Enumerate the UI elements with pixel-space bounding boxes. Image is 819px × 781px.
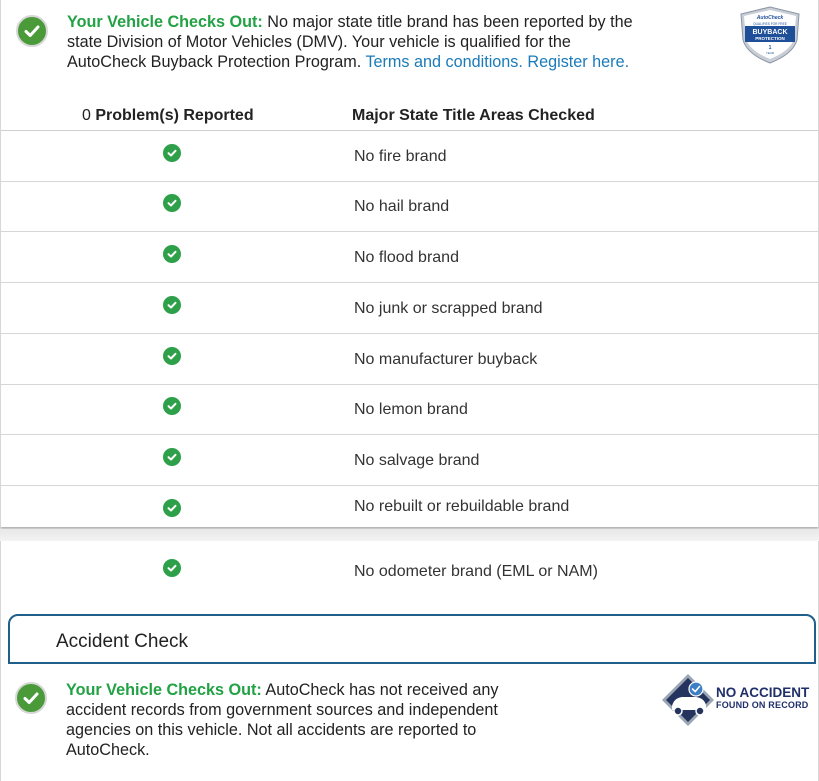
title-check-body: No major state title brand has been reported by the state Division of Motor Vehicles (DMV). Your vehicle is qualified for the AutoCheck Buyback Protection Program. [67,13,633,71]
title-check-headline: Your Vehicle Checks Out: [67,13,263,31]
accident-check-title: Accident Check [56,631,189,652]
no-accident-car-icon [660,672,720,730]
table-row [1,283,818,334]
found-on-record-text: FOUND ON RECORD [716,700,809,710]
row-label: No manufacturer buyback [354,351,538,368]
row-label: No flood brand [354,249,459,266]
accident-check-section-header [8,614,816,664]
page-break-divider [0,529,819,541]
no-accident-badge [660,672,819,730]
row-label: No fire brand [354,148,447,165]
row-check-icon [163,448,181,466]
badge-line1-text: BUYBACK [752,29,788,36]
accident-check-headline: Your Vehicle Checks Out: [66,681,262,699]
row-label: No junk or scrapped brand [354,300,543,317]
table-row [1,435,818,486]
buyback-protection-badge [739,6,801,64]
no-accident-text: NO ACCIDENT [716,685,810,700]
row-check-icon [163,499,181,517]
register-link[interactable]: Register here. [527,53,630,71]
table-row [1,131,818,182]
row-label: No lemon brand [354,401,468,418]
success-check-icon [15,682,47,714]
brand-table-header [1,104,818,131]
areas-column-header: Major State Title Areas Checked [352,107,595,124]
problem-count: 0 [82,107,91,124]
row-check-icon [163,144,181,162]
row-check-icon [163,194,181,212]
row-label: No rebuilt or rebuildable brand [354,498,570,515]
row-label: No odometer brand (EML or NAM) [354,563,598,580]
table-row [1,182,818,232]
success-check-icon [16,15,48,47]
table-row [1,385,818,435]
problems-column-header [82,107,254,125]
badge-years-label: YEAR [765,51,775,55]
row-label: No salvage brand [354,452,480,469]
badge-brand-text: AutoCheck [756,15,784,21]
row-label: No hail brand [354,198,450,215]
title-check-summary [67,12,647,72]
badge-top-text: QUALIFIES FOR FREE [753,22,787,26]
terms-link[interactable]: Terms and conditions. [365,53,523,71]
table-row [1,486,818,527]
badge-years-text: 1 [768,45,772,51]
row-check-icon [163,245,181,263]
row-check-icon [163,347,181,365]
row-check-icon [163,397,181,415]
row-check-icon [163,296,181,314]
row-check-icon [163,559,181,577]
table-row [1,232,818,283]
problem-header-label: Problem(s) Reported [95,107,254,124]
table-row [1,541,818,601]
badge-line2-text: PROTECTION [755,36,785,41]
accident-check-body: AutoCheck has not received any accident records from government sources and independent agencies on this vehicle. Not all accidents are reported to AutoCheck. [66,681,499,759]
accident-check-summary [66,680,536,760]
table-row [1,334,818,385]
